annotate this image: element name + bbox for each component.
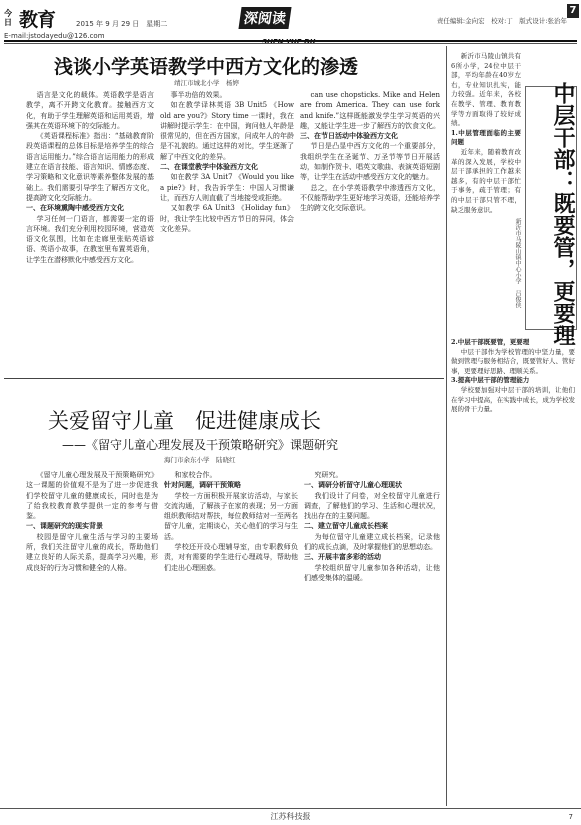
paragraph: 校园是留守儿童生活与学习的主要场所，我们关注留守儿童的成长，帮助他们建立良好的人际关系，提高学习兴趣，形成良好的行为习惯和健全的人格。: [26, 532, 158, 572]
section-heading: 一、课题研究的现实背景: [26, 521, 103, 531]
article2-subtitle: ——《留守儿童心理发展及干预策略研究》课题研究: [62, 438, 339, 452]
column-divider: [446, 46, 447, 806]
paragraph: 学校还开设心理辅导室，由专职教师负责，对有需要的学生进行心理疏导，帮助他们走出心理困惑。: [164, 543, 298, 572]
paragraph: 为每位留守儿童建立成长档案，记录他们的成长点滴，及时掌握他们的思想动态。: [304, 532, 440, 552]
page-number: 7: [567, 4, 579, 18]
paragraph: 学校要加强对中层干部的培训，让他们在学习中提高，在实践中成长，成为学校发展的骨干力量。: [451, 385, 575, 414]
paragraph: 如在教学译林英语 3B Unit5 《How old are you?》Story time 一课时，我在讲解时提示学生：在中国，询问他人年龄是很常见的，但在西方国家，问成年人的年龄是不礼貌的。通过这样的对比，学生逐渐了解了中西文化的差异。: [160, 101, 294, 161]
issue-date: 2015 年 9 月 29 日 星期二: [76, 20, 168, 28]
section-heading: 二、在课堂教学中体验西方文化: [160, 162, 258, 172]
article1-column-3: [300, 90, 440, 374]
article2-column-2: [164, 470, 298, 800]
paragraph: 学校一方面积极开展家访活动，与家长交流沟通，了解孩子在家的表现；另一方面组织教师结对帮扶，每位教师结对一至两名留守儿童，定期谈心，关心他们的学习与生活。: [164, 491, 298, 541]
article2-byline: 海门市余东小学 陆晓红: [164, 456, 236, 464]
paragraph: 和家校合作。: [174, 471, 217, 479]
rail-column-bottom: [451, 338, 575, 800]
paragraph: 近年来，随着教育改革的深入发展，学校中层干部承担的工作越来越多，有的中层干部忙于事务，疏于管理；有的中层干部只管不理，缺乏服务意识。: [451, 147, 521, 214]
rail-author: 新沂市马陵山镇中心小学 吕俊侠: [514, 218, 521, 308]
column-heading: [240, 7, 332, 46]
footer-publication: 江苏科技报: [270, 812, 311, 821]
paragraph: 中层干部作为学校管理的中坚力量，要做到管理与服务相结合，既要管好人、管好事，更要理好思路、理顺关系。: [451, 347, 575, 375]
article2-column-3: [304, 470, 440, 800]
article2-title: 关爱留守儿童 促进健康成长: [48, 409, 321, 433]
paragraph: 《英语课程标准》指出：“基础教育阶段英语课程的总体目标是培养学生的综合语言运用能力。”综合语言运用能力的形成建立在语言技能、语言知识、情感态度、学习策略和文化意识等素养整体发展的基础上。我们需要引导学生了解西方文化，提高跨文化交际能力。: [26, 132, 154, 202]
article-left-behind-children: [4, 378, 444, 804]
column-name: 深阅读: [238, 7, 291, 29]
rail-column-top: [451, 52, 521, 332]
section-heading: 1.中层管理面临的主要问题: [451, 128, 521, 147]
paragraph: 究研究。: [314, 471, 343, 479]
paragraph: 如在教学 3A Unit7 《Would you like a pie?》时，我告诉学生：中国人习惯谦让，而西方人则直截了当地接受或拒绝。: [160, 173, 294, 202]
paragraph: 语言是文化的载体。英语教学是语言教学，离不开跨文化教育。接触西方文化，有助于学生理解英语和运用英语，增强其在英语环境下的交际能力。: [26, 91, 154, 130]
article-divider: [4, 378, 444, 379]
masthead-small: 今日: [4, 9, 12, 27]
section-heading: 三、开展丰富多彩的活动: [304, 552, 381, 562]
section-heading: 一、调研分析留守儿童心理现状: [304, 480, 402, 490]
footer-page-number: 7: [568, 813, 573, 821]
paragraph: can use chopsticks. Mike and Helen are from America. They can use fork and knife.”这样既能激发学生学习英语的兴趣，又能让学生进一步了解西方的饮食文化。: [300, 91, 440, 130]
header-rule: [4, 40, 577, 42]
masthead: [4, 6, 196, 30]
paragraph: 《留守儿童心理发展及干预策略研究》这一课题的价值观不是为了进一步促进我们学校留守儿童的健康成长，同时也是为了给我校教育教学提供一定的参考与借鉴。: [26, 471, 158, 521]
page-footer: [0, 808, 581, 825]
article1-column-1: [26, 90, 154, 374]
editor-credits: 责任编辑:金向宏 校对:丁 版式设计:张治年: [436, 17, 567, 25]
paragraph: 总之，在小学英语教学中渗透西方文化，不仅能帮助学生更好地学习英语，还能培养学生的跨文化交际意识。: [300, 183, 440, 213]
article-english-culture: [4, 46, 444, 376]
paragraph: 我们设计了问卷，对全校留守儿童进行调查，了解他们的学习、生活和心理状况，找出存在的主要问题。: [304, 491, 440, 521]
article-middle-managers: [449, 46, 577, 806]
paragraph: 学校组织留守儿童参加各种活动，让他们感受集体的温暖。: [304, 563, 440, 582]
header-rule-thin: [4, 43, 577, 44]
paragraph: 学习任何一门语言，都需要一定的语言环境。我们充分利用校园环境，营造英语文化氛围，比如在走廊里张贴英语谚语、英语小故事，在教室里布置英语角，让学生在潜移默化中感受西方文化。: [26, 214, 154, 264]
section-heading: 3.提高中层干部的管理能力: [451, 376, 530, 385]
article2-column-1: [26, 470, 158, 800]
section-heading: 针对问题，调研干预策略: [164, 480, 241, 490]
paragraph: 事半功倍的效果。: [170, 91, 227, 99]
masthead-title: 教育: [19, 8, 56, 31]
rail-title: 中层干部：既要管，更要理: [550, 82, 575, 346]
section-heading: 一、在环境熏陶中感受西方文化: [26, 203, 124, 213]
paragraph: 又如教学 6A Unit3 《Holiday fun》时，我让学生比较中西方节日的异同，体会文化差异。: [160, 204, 294, 233]
section-heading: 2.中层干部既要管，更要理: [451, 338, 530, 346]
article1-byline: 靖江市城北小学 杨婷: [174, 79, 239, 87]
contact-email: E-mail:jstodayedu@126.com: [4, 32, 105, 40]
section-heading: 二、建立留守儿童成长档案: [304, 521, 388, 531]
paragraph: 节日是凸显中西方文化的一个重要部分，我组织学生在圣诞节、万圣节等节日开展活动，如制作贺卡、唱英文歌曲、表演英语短剧等，让学生在活动中感受西方文化的魅力。: [300, 142, 440, 182]
paragraph: 新沂市马陵山镇共有6所小学，24位中层干部，平均年龄在40岁左右，专业知识扎实，能力较强。近年来，各校在教学、管理、教育教学等方面取得了较好成绩。: [451, 52, 521, 128]
section-heading: 三、在节日活动中体验西方文化: [300, 131, 398, 141]
masthead-logo: [4, 6, 55, 30]
article1-column-2: [160, 90, 294, 374]
column-pinyin: SHEN YUE DU: [262, 38, 316, 46]
article1-title: 浅谈小学英语教学中西方文化的渗透: [54, 56, 359, 78]
